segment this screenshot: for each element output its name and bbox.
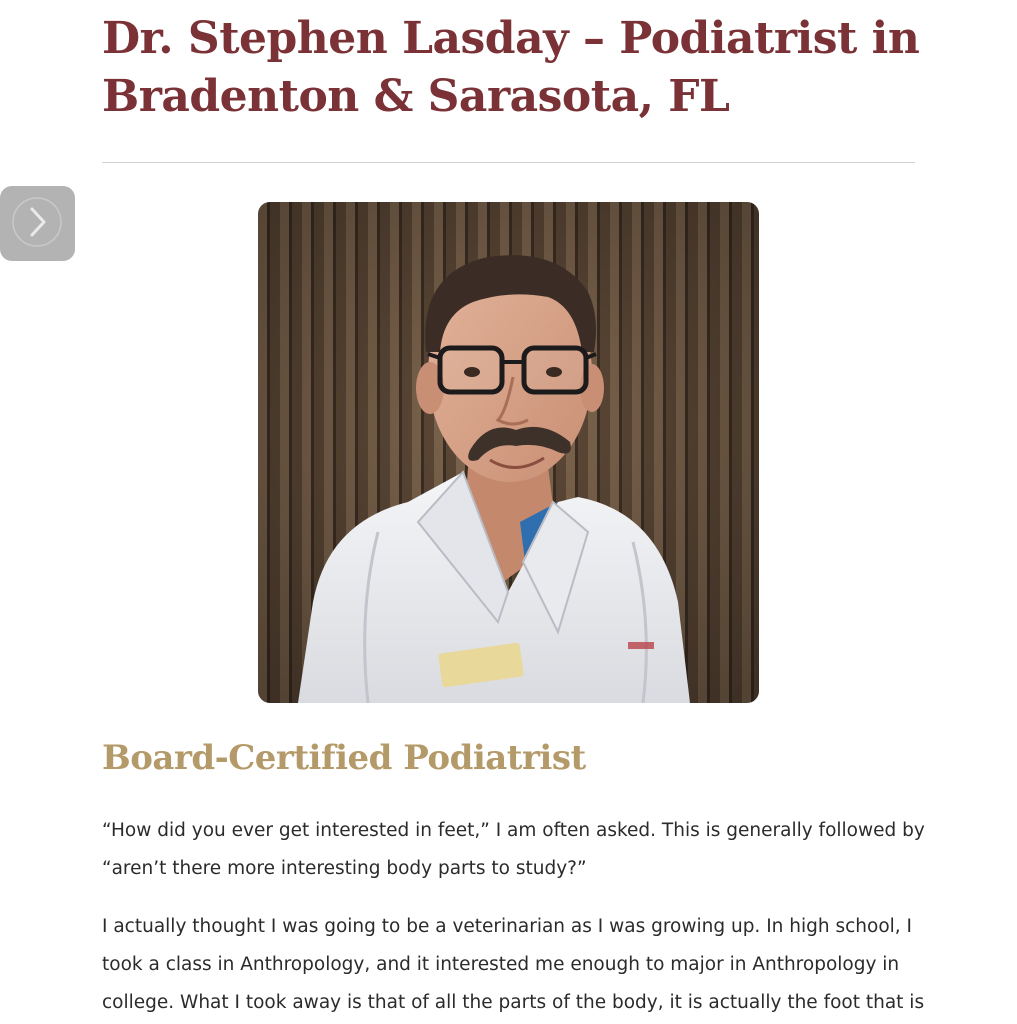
next-button[interactable] bbox=[0, 186, 75, 261]
doctor-portrait bbox=[258, 202, 759, 703]
page-title: Dr. Stephen Lasday – Podiatrist in Bradenton & Sarasota, FL bbox=[102, 13, 920, 122]
title-divider bbox=[102, 162, 915, 163]
chevron-right-icon bbox=[0, 186, 75, 261]
section-heading: Board-Certified Podiatrist bbox=[102, 738, 586, 778]
story-paragraph: I actually thought I was going to be a veterinarian as I was growing up. In high school, I took a class in Anthropology, and it interested me enough to major in Anthropology in college. What I took away is that of all the parts of the body, it is actually the foot that is bbox=[102, 916, 925, 1013]
intro-paragraph: “How did you ever get interested in feet,” I am often asked. This is generally followed by “aren’t there more interesting body parts to study?” bbox=[102, 820, 925, 879]
